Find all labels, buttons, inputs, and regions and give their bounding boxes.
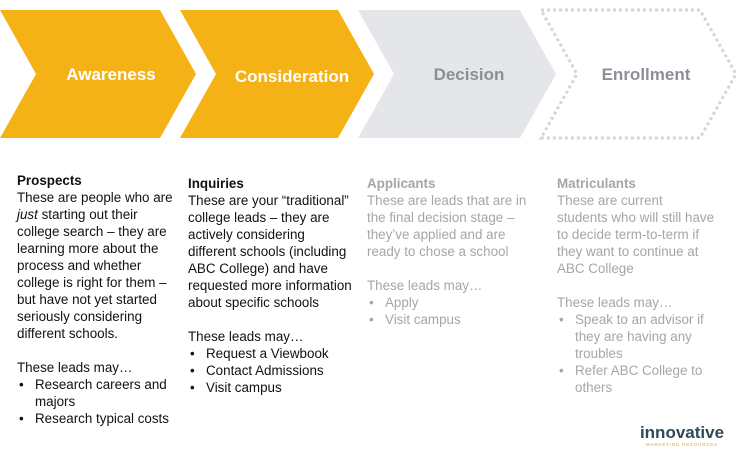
- list-item: • Apply: [367, 294, 532, 311]
- description-text: These are people who are: [17, 190, 173, 205]
- list-item: • Request a Viewbook: [188, 345, 354, 362]
- stage-column-applicants: [367, 175, 532, 328]
- column-heading-matriculants: Matriculants: [557, 176, 636, 191]
- column-heading-prospects: Prospects: [17, 173, 82, 188]
- stage-column-inquiries: [188, 175, 354, 396]
- action-list-matriculants: [557, 311, 717, 396]
- stage-column-matriculants: [557, 175, 717, 396]
- stage-label-consideration: Consideration: [234, 67, 350, 86]
- column-description-inquiries: These are your “traditional” college leads – they are actively considering different schools (including ABC College) and have requested more information about specific schools: [188, 193, 352, 310]
- logo-wordmark: innovative: [639, 423, 725, 442]
- stage-column-prospects: [17, 172, 179, 427]
- description-emphasis: just: [17, 207, 38, 222]
- list-item: • Speak to an advisor if they are having any troubles: [557, 311, 717, 362]
- leads-may-label: These leads may…: [17, 360, 133, 375]
- leads-may-label: These leads may…: [557, 295, 673, 310]
- column-heading-inquiries: Inquiries: [188, 176, 244, 191]
- list-item: • Research careers and majors: [17, 376, 179, 410]
- description-text-continued: starting out their college search – they are learning more about the process and whether college is right for them – but have not yet started seriously considering different schools.: [17, 207, 167, 341]
- list-item: • Visit campus: [188, 379, 354, 396]
- action-list-inquiries: [188, 345, 354, 396]
- logo-tagline: MARKETING RESOURCES: [646, 442, 718, 447]
- list-item: • Research typical costs: [17, 410, 179, 427]
- column-description-applicants: These are leads that are in the final decision stage – they’ve applied and are ready to chose a school: [367, 193, 527, 259]
- innovative-logo: [632, 424, 732, 448]
- leads-may-label: These leads may…: [367, 278, 483, 293]
- action-list-applicants: [367, 294, 532, 328]
- list-item: • Refer ABC College to others: [557, 362, 717, 396]
- column-description-prospects: [17, 189, 179, 342]
- column-description-matriculants: These are current students who will still have to decide term-to-term if they want to continue at ABC College: [557, 193, 715, 276]
- leads-may-label: These leads may…: [188, 329, 304, 344]
- stage-label-decision: Decision: [433, 65, 505, 84]
- list-item: • Contact Admissions: [188, 362, 354, 379]
- action-list-prospects: [17, 376, 179, 427]
- funnel-stage-chevrons: [0, 0, 747, 150]
- stage-label-awareness: Awareness: [66, 65, 156, 84]
- column-heading-applicants: Applicants: [367, 176, 436, 191]
- stage-label-enrollment: Enrollment: [601, 65, 691, 84]
- list-item: • Visit campus: [367, 311, 532, 328]
